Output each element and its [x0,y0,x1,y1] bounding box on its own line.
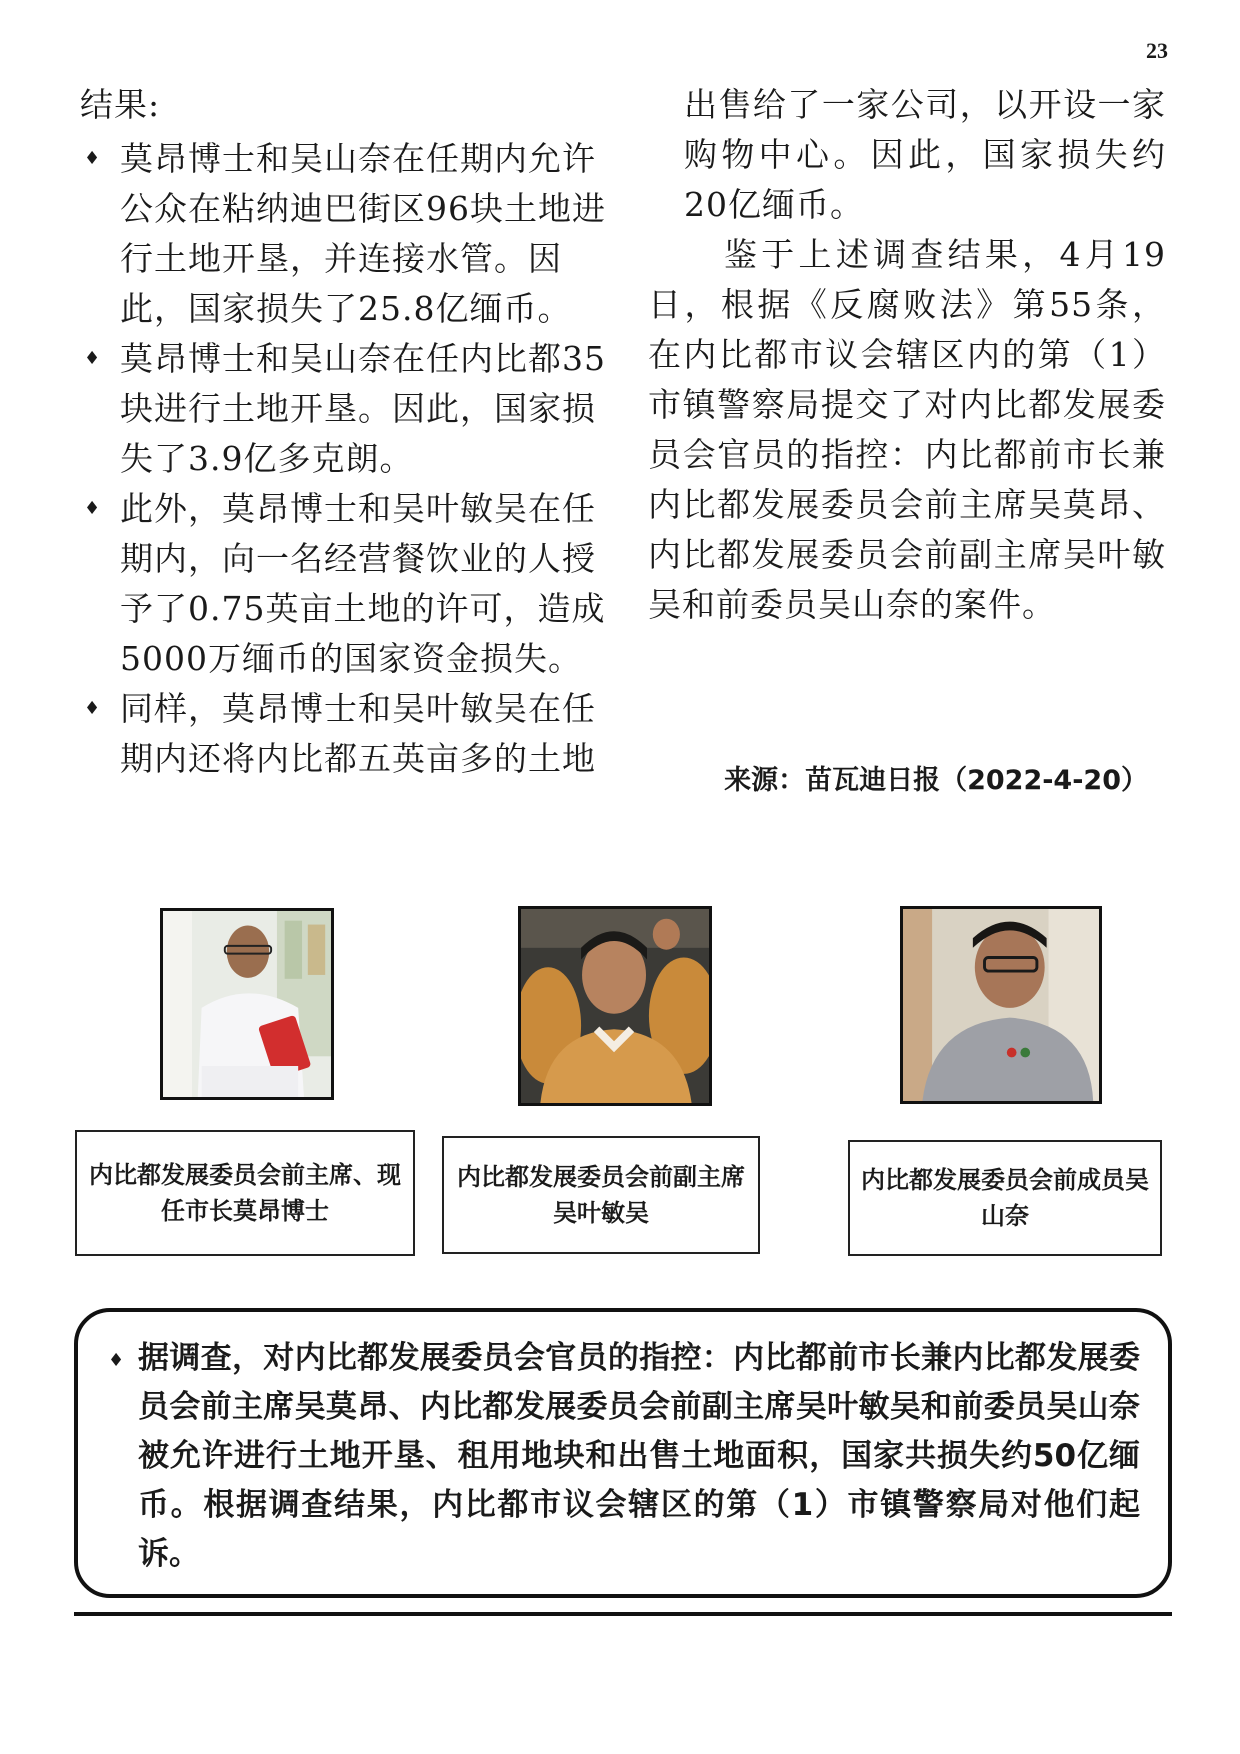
caption-box-u-san-nay [848,1140,1162,1256]
list-item-text: 此外，莫昂博士和吴叶敏吴在任期内，向一名经营餐饮业的人授予了0.75英亩土地的许可，造成5000万缅币的国家资金损失。 [120,489,606,678]
right-column [648,80,1166,630]
person-photo-icon [521,909,709,1103]
caption-text: 内比都发展委员会前副主席吴叶敏吴 [457,1163,745,1227]
source-citation: 来源：苗瓦迪日报（2022-4-20） [724,765,1148,796]
portrait-photo-u-san-nay [900,906,1102,1104]
results-list [80,134,620,784]
diamond-bullet-icon: ♦ [108,1350,125,1371]
diamond-bullet-icon: ♦ [84,498,102,519]
caption-text: 内比都发展委员会前成员吴山奈 [861,1166,1149,1230]
list-item-text: 莫昂博士和吴山奈在任期内允许公众在粘纳迪巴街区96块土地进行土地开垦，并连接水管。因此，国家损失了25.8亿缅币。 [120,139,606,328]
caption-box-dr-moe-aung [75,1130,415,1256]
list-item [80,684,620,784]
caption-text: 内比都发展委员会前主席、现任市长莫昂博士 [89,1161,401,1225]
person-photo-icon [903,909,1099,1101]
diamond-bullet-icon: ♦ [84,148,102,169]
portrait-photo-dr-moe-aung [160,908,334,1100]
summary-box [74,1308,1172,1598]
caption-box-u-ye-min-oo [442,1136,760,1254]
left-column [80,80,620,784]
list-item-text: 莫昂博士和吴山奈在任内比都35块进行土地开垦。因此，国家损失了3.9亿多克朗。 [120,339,606,478]
diamond-bullet-icon: ♦ [84,348,102,369]
diamond-bullet-icon: ♦ [84,698,102,719]
page-number: 23 [1146,38,1168,63]
summary-bullet [94,1334,1140,1579]
bottom-divider [74,1612,1172,1616]
results-heading: 结果: [80,85,161,124]
list-item [80,134,620,334]
person-photo-icon [163,911,331,1097]
list-item [80,484,620,684]
portrait-photo-u-ye-min-oo [518,906,712,1106]
summary-text: 据调查，对内比都发展委员会官员的指控：内比都前市长兼内比都发展委员会前主席吴莫昂、内比都发展委员会前副主席吴叶敏吴和前委员吴山奈被允许进行土地开垦、租用地块和出售土地面积，国家共损失约50亿缅币。根据调查结果，内比都市议会辖区的第（1）市镇警察局对他们起诉。 [138,1340,1140,1572]
continued-paragraph: 出售给了一家公司，以开设一家购物中心。因此，国家损失约20亿缅币。 [684,85,1166,224]
charges-paragraph: 鉴于上述调查结果，4月19日，根据《反腐败法》第55条，在内比都市议会辖区内的第（1）市镇警察局提交了对内比都发展委员会官员的指控：内比都前市长兼内比都发展委员会前主席吴莫昂、内比都发展委员会前副主席吴叶敏吴和前委员吴山奈的案件。 [648,235,1166,624]
list-item [80,334,620,484]
list-item-text: 同样，莫昂博士和吴叶敏吴在任期内还将内比都五英亩多的土地 [120,689,596,778]
